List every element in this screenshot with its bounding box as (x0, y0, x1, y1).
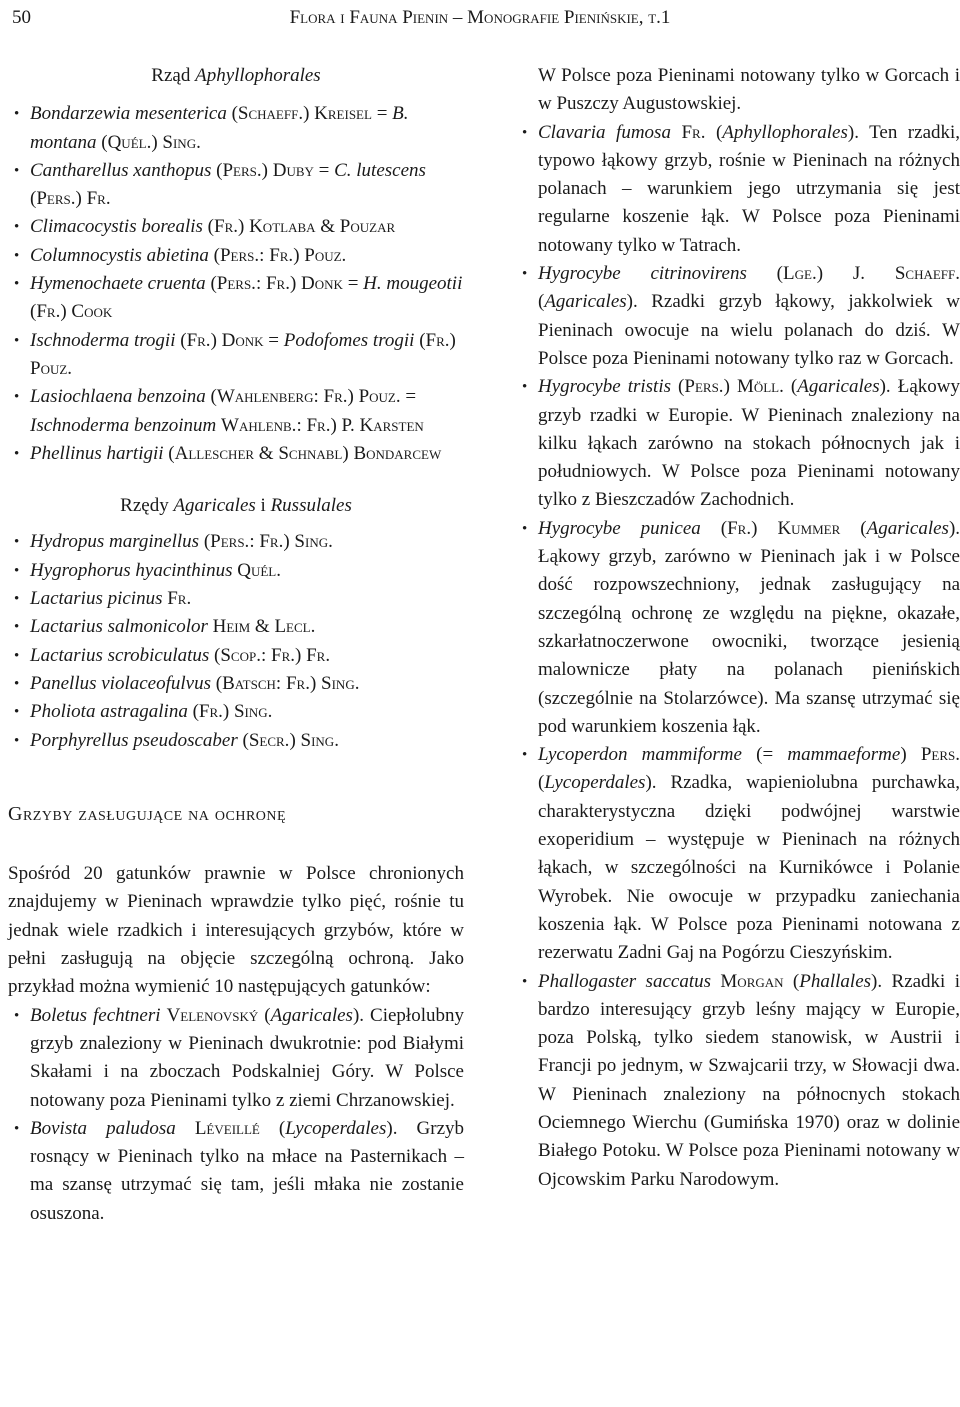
page-header (12, 4, 948, 30)
list-item: • Bondarzewia mesenterica (Schaeff.) Kreisel = B. montana (Quél.) Sing. (8, 100, 464, 157)
list-item: • Hygrocybe citrinovirens (Lge.) J. Schaeff. (Agaricales). Rzadki grzyb łąkowy, jakkolwiek w Pieninach owocuje na wielu polanach do dziś. W Polsce poza Pieninami notowany tylko raz w Gorcach. (516, 260, 960, 373)
list-item: • Lactarius picinus Fr. (8, 585, 464, 613)
list-item: • Lycoperdon mammiforme (= mammaeforme) Pers. (Lycoperdales). Rzadka, wapieniolubna purchawka, charakterystyczna dzięki podwójnej warstwie exoperidium – występuje w Pieninach na różnych łąkach, w szczególności na Kurnikówce i Polanie Wyrobek. Nie owocuje w przypadku zaniechania koszenia łąk. W Polsce poza Pieninami notowana z rezerwatu Zadni Gaj na Pogórzu Cieszyńskim. (516, 741, 960, 967)
list-item: • Boletus fechtneri Velenovský (Agaricales). Ciepłolubny grzyb znaleziony w Pieninach dwukrotnie: pod Białymi Skałami i na zboczach Podskalniej Góry. W Polsce notowany poza Pieninami tylko z ziemi Chrzanowskiej. (8, 1002, 464, 1115)
continuation-paragraph: W Polsce poza Pieninami notowany tylko w Gorcach i w Puszczy Augustowskiej. (538, 65, 960, 115)
section-title-agaricales-russulales: Rzędy Agaricales i Russulales (120, 495, 352, 517)
list-item: • Ischnoderma trogii (Fr.) Donk = Podofomes trogii (Fr.) Pouz. (8, 327, 464, 384)
list-item: • Phallogaster saccatus Morgan (Phallales). Rzadki i bardzo interesujący grzyb leśny mający w Europie, poza Polską, tylko siedem stanowisk, w Austrii i Francji po jednym, w Szwajcarii trzy, w Słowacji dwa. W Pieninach znaleziony na północnych stokach Ociemnego Wierchu (Gumińska 1970) oraz w dolinie Białego Potoku. W Polsce poza Pieninami notowany w Ojcowskim Parku Narodowym. (516, 968, 960, 1194)
list-item: • Hygrocybe tristis (Pers.) Möll. (Agaricales). Łąkowy grzyb rzadki w Europie. W Pieninach znaleziony na kilku łąkach zarówno na stokach północnych jak i południowych. W Polsce poza Pieninami notowany tylko z Bieszczadów Zachodnich. (516, 373, 960, 514)
list-item: • Bovista paludosa Léveillé (Lycoperdales). Grzyb rosnący w Pieninach tylko na młace na Pasternikach – ma szansę utrzymać się tam, jeśli młaka nie zostanie osuszona. (8, 1115, 464, 1228)
list-item: • Porphyrellus pseudoscaber (Secr.) Sing. (8, 727, 464, 755)
list-item: • Hymenochaete cruenta (Pers.: Fr.) Donk = H. mougeotii (Fr.) Cook (8, 270, 464, 327)
section-heading-protected: Grzyby zasługujące na ochronę (8, 802, 287, 825)
section-title-aphyllophorales: Rząd Aphyllophorales (151, 65, 321, 86)
running-title: Flora i Fauna Pienin – Monografie Pienińskie, t.1 (289, 7, 671, 28)
list-item: • Hygrocybe punicea (Fr.) Kummer (Agaricales). Łąkowy grzyb, zarówno w Pieninach jak i w Polsce dość rozpowszechniony, jednak zasługujący na szczególną ochronę ze względu na piękne, okazałe, szkarłatnoczerwone owocniki, tworzące jesienią malownicze płaty na polanach pienińskich (szczególnie na Stolarzówce). Ma szansę utrzymać się pod warunkiem koszenia łąk. (516, 515, 960, 741)
list-item: • Lactarius salmonicolor Heim & Lecl. (8, 613, 464, 641)
right-column (516, 62, 960, 1194)
list-item: • Cantharellus xanthopus (Pers.) Duby = C. lutescens (Pers.) Fr. (8, 157, 464, 214)
protected-species-list-right (516, 119, 960, 1194)
list-item: • Pholiota astragalina (Fr.) Sing. (8, 698, 464, 726)
list-item: • Hydropus marginellus (Pers.: Fr.) Sing. (8, 528, 464, 556)
list-item: • Lasiochlaena benzoina (Wahlenberg: Fr.) Pouz. = Ischnoderma benzoinum Wahlenb.: Fr.) P. Karsten (8, 383, 464, 440)
list-item: • Climacocystis borealis (Fr.) Kotlaba & Pouzar (8, 213, 464, 241)
list-item: • Columnocystis abietina (Pers.: Fr.) Pouz. (8, 242, 464, 270)
list-item: • Lactarius scrobiculatus (Scop.: Fr.) Fr. (8, 642, 464, 670)
page-number: 50 (12, 7, 31, 28)
list-item: • Hygrophorus hyacinthinus Quél. (8, 557, 464, 585)
species-list-agaricales (8, 528, 464, 754)
list-item: • Phellinus hartigii (Allescher & Schnabl) Bondarcew (8, 440, 464, 468)
intro-paragraph: Spośród 20 gatunków prawnie w Polsce chronionych znajdujemy w Pieninach wprawdzie tylko pięć, rośnie tu jednak wiele rzadkich i interesujących grzybów, które w pełni zasługują na objęcie szczególną ochroną. Jako przykład można wymienić 10 następujących gatunków: (8, 863, 464, 998)
species-list-aphyllophorales (8, 100, 464, 468)
protected-species-list-left (8, 1002, 464, 1228)
list-item: • Panellus violaceofulvus (Batsch: Fr.) Sing. (8, 670, 464, 698)
left-column (8, 62, 464, 1228)
list-item: • Clavaria fumosa Fr. (Aphyllophorales). Ten rzadki, typowo łąkowy grzyb, rośnie w Pieninach na różnych polanach – warunkiem jego utrzymania się jest regularne koszenie łąk. W Polsce poza Pieninami notowany tylko w Tatrach. (516, 119, 960, 260)
